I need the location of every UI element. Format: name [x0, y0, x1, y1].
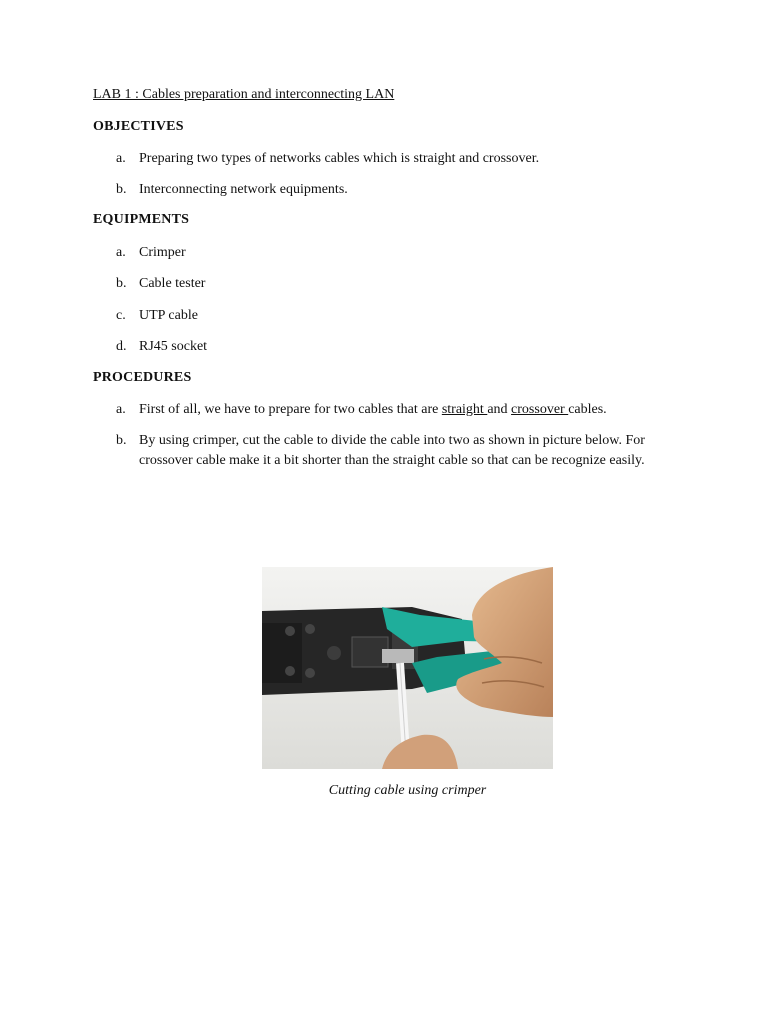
equipment-text: UTP cable	[139, 308, 198, 323]
objective-text: Preparing two types of networks cables which is straight and crossover.	[139, 151, 540, 166]
list-marker: b.	[116, 182, 127, 197]
procedures-heading: PROCEDURES	[93, 370, 192, 385]
list-marker: a.	[116, 151, 126, 166]
list-marker: b.	[116, 276, 127, 291]
objectives-heading: OBJECTIVES	[93, 119, 184, 134]
straight-link-text: straight	[441, 402, 488, 417]
crossover-link-text: crossover	[511, 402, 569, 417]
objective-text: Interconnecting network equipments.	[139, 182, 348, 197]
procedure-text-after: cables.	[568, 402, 607, 417]
lab-title: LAB 1 : Cables preparation and interconnecting LAN	[93, 87, 395, 102]
figure-caption: Cutting cable using crimper	[328, 783, 487, 798]
equipment-text: Crimper	[139, 245, 186, 260]
equipments-heading: EQUIPMENTS	[93, 212, 190, 227]
equipment-text: Cable tester	[139, 276, 206, 291]
procedure-text-before: First of all, we have to prepare for two cables that are	[139, 402, 442, 417]
list-marker: a.	[116, 402, 126, 417]
list-marker: d.	[116, 339, 127, 354]
procedure-text	[139, 400, 684, 420]
list-marker: a.	[116, 245, 126, 260]
equipment-text: RJ45 socket	[139, 339, 208, 354]
list-marker: c.	[116, 308, 126, 323]
procedure-text-mid: and	[487, 402, 512, 417]
list-marker: b.	[116, 433, 127, 448]
crimper-photo	[262, 567, 553, 769]
procedure-text: By using crimper, cut the cable to divide the cable into two as shown in picture below. For crossover cable make it a bit shorter than the straight cable so that can be recognize easily.	[139, 433, 645, 468]
